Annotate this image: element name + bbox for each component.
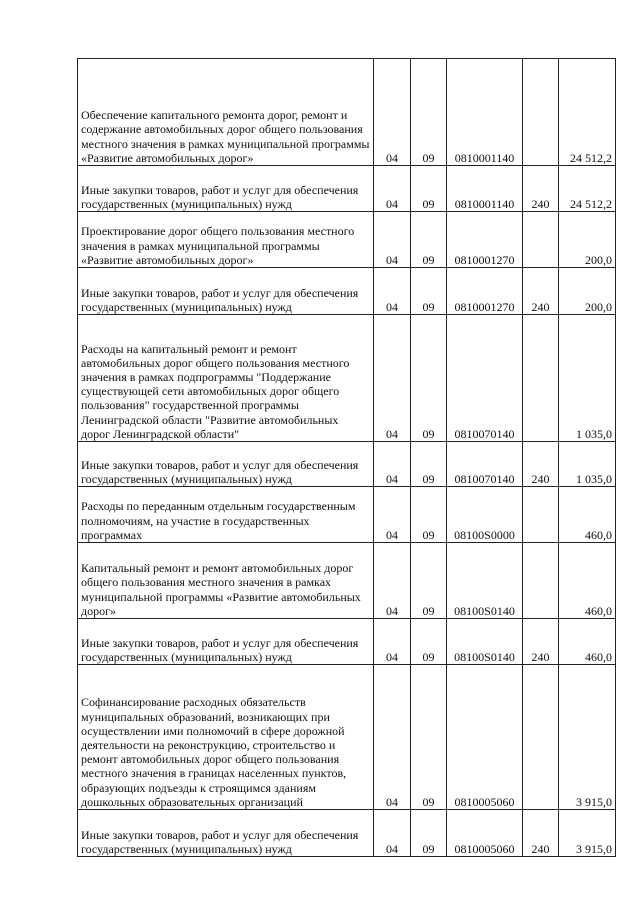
table-row (78, 212, 616, 268)
subsection-code: 09 (411, 665, 447, 810)
expense-name: Иные закупки товаров, работ и услуг для обеспечения государственных (муниципальных) нужд (78, 166, 374, 212)
subsection-code: 09 (411, 810, 447, 857)
table-row (78, 315, 616, 442)
section-code: 04 (374, 442, 411, 487)
target-article-code: 0810001140 (447, 59, 523, 166)
expense-type-code (523, 212, 559, 268)
expense-name: Иные закупки товаров, работ и услуг для обеспечения государственных (муниципальных) нужд (78, 442, 374, 487)
amount: 200,0 (559, 268, 616, 315)
budget-table (77, 58, 616, 857)
budget-table-page (77, 58, 615, 857)
expense-name: Обеспечение капитального ремонта дорог, ремонт и содержание автомобильных дорог общего пользования местного значения в рамках муниципальной программы «Развитие автомобильных дорог» (78, 59, 374, 166)
expense-name: Иные закупки товаров, работ и услуг для обеспечения государственных (муниципальных) нужд (78, 810, 374, 857)
subsection-code: 09 (411, 442, 447, 487)
target-article-code: 0810001270 (447, 212, 523, 268)
subsection-code: 09 (411, 268, 447, 315)
section-code: 04 (374, 212, 411, 268)
table-row (78, 810, 616, 857)
target-article-code: 0810070140 (447, 315, 523, 442)
section-code: 04 (374, 315, 411, 442)
section-code: 04 (374, 166, 411, 212)
target-article-code: 0810070140 (447, 442, 523, 487)
amount: 3 915,0 (559, 665, 616, 810)
expense-type-code: 240 (523, 619, 559, 665)
subsection-code: 09 (411, 315, 447, 442)
table-row (78, 166, 616, 212)
expense-type-code (523, 543, 559, 619)
expense-type-code (523, 487, 559, 543)
section-code: 04 (374, 665, 411, 810)
amount: 460,0 (559, 487, 616, 543)
amount: 24 512,2 (559, 166, 616, 212)
target-article-code: 0810005060 (447, 665, 523, 810)
section-code: 04 (374, 810, 411, 857)
subsection-code: 09 (411, 59, 447, 166)
table-row (78, 268, 616, 315)
expense-name: Капитальный ремонт и ремонт автомобильных дорог общего пользования местного значения в рамках муниципальной программы «Развитие автомобильных дорог» (78, 543, 374, 619)
expense-type-code (523, 315, 559, 442)
table-row (78, 487, 616, 543)
expense-type-code (523, 665, 559, 810)
section-code: 04 (374, 543, 411, 619)
section-code: 04 (374, 619, 411, 665)
target-article-code: 0810001270 (447, 268, 523, 315)
target-article-code: 0810001140 (447, 166, 523, 212)
expense-name: Расходы на капитальный ремонт и ремонт автомобильных дорог общего пользования местного значения в рамках подпрограммы "Поддержание существующей сети автомобильных дорог общего пользования" государственной программы Ленинградской области "Развитие автомобильных дорог Ленинградской области" (78, 315, 374, 442)
expense-name: Расходы по переданным отдельным государственным полномочиям, на участие в государственных программах (78, 487, 374, 543)
target-article-code: 0810005060 (447, 810, 523, 857)
expense-type-code: 240 (523, 268, 559, 315)
table-row (78, 442, 616, 487)
expense-type-code (523, 59, 559, 166)
table-row (78, 59, 616, 166)
target-article-code: 08100S0140 (447, 543, 523, 619)
table-row (78, 619, 616, 665)
expense-name: Иные закупки товаров, работ и услуг для обеспечения государственных (муниципальных) нужд (78, 268, 374, 315)
expense-type-code: 240 (523, 810, 559, 857)
amount: 460,0 (559, 543, 616, 619)
amount: 460,0 (559, 619, 616, 665)
expense-name: Иные закупки товаров, работ и услуг для обеспечения государственных (муниципальных) нужд (78, 619, 374, 665)
expense-name: Софинансирование расходных обязательств муниципальных образований, возникающих при осуществлении ими полномочий в сфере дорожной деятельности на реконструкцию, строительство и ремонт автомобильных дорог общего пользования местного значения в границах населенных пунктов, образующих подъезды к строящимся зданиям дошкольных образовательных организаций (78, 665, 374, 810)
section-code: 04 (374, 59, 411, 166)
amount: 3 915,0 (559, 810, 616, 857)
table-row (78, 665, 616, 810)
subsection-code: 09 (411, 619, 447, 665)
amount: 1 035,0 (559, 442, 616, 487)
expense-type-code: 240 (523, 166, 559, 212)
target-article-code: 08100S0000 (447, 487, 523, 543)
target-article-code: 08100S0140 (447, 619, 523, 665)
subsection-code: 09 (411, 212, 447, 268)
amount: 24 512,2 (559, 59, 616, 166)
amount: 200,0 (559, 212, 616, 268)
section-code: 04 (374, 268, 411, 315)
subsection-code: 09 (411, 543, 447, 619)
subsection-code: 09 (411, 166, 447, 212)
table-row (78, 543, 616, 619)
expense-name: Проектирование дорог общего пользования местного значения в рамках муниципальной программы «Развитие автомобильных дорог» (78, 212, 374, 268)
section-code: 04 (374, 487, 411, 543)
amount: 1 035,0 (559, 315, 616, 442)
expense-type-code: 240 (523, 442, 559, 487)
subsection-code: 09 (411, 487, 447, 543)
